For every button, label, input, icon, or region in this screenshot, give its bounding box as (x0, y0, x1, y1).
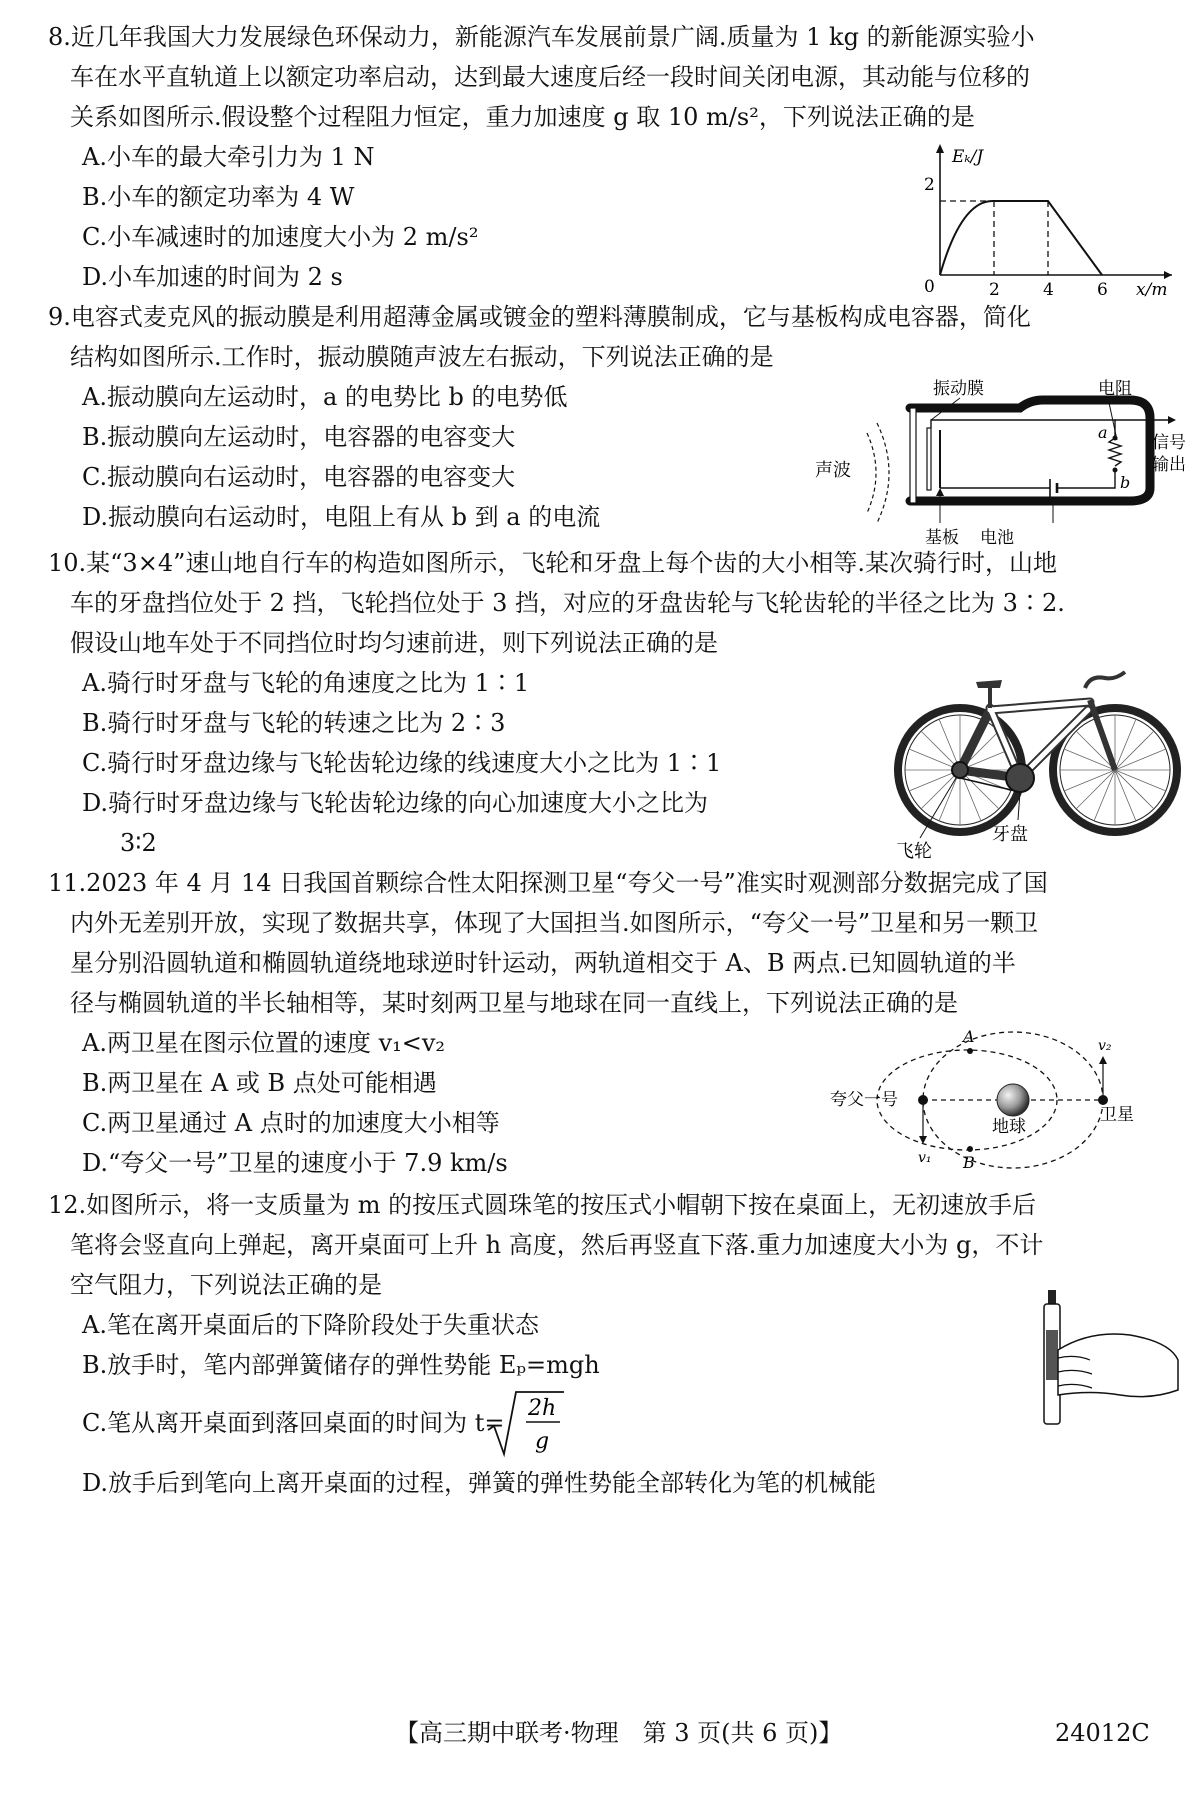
q8-option-d: D.小车加速的时间为 2 s (82, 263, 343, 291)
q10-line-1: 10.某“3×4”速山地自行车的构造如图所示，飞轮和牙盘上每个齿的大小相等.某次骑行时，山地 (48, 549, 1057, 577)
q10-option-a: A.骑行时牙盘与飞轮的角速度之比为 1∶1 (82, 669, 530, 697)
orbit-diagram (830, 1020, 1180, 1180)
microphone-diagram (815, 378, 1186, 553)
q11-line-1: 11.2023 年 4 月 14 日我国首颗综合性太阳探测卫星“夸父一号”准实时观测部分数据完成了国 (48, 869, 1048, 897)
housing-front (910, 408, 916, 503)
q10-option-d-cont: 3∶2 (120, 829, 157, 857)
y-tick-2: 2 (924, 175, 935, 195)
q12-line-2: 笔将会竖直向上弹起，离开桌面可上升 h 高度，然后再竖直下落.重力加速度大小为 g，不计 (70, 1231, 1044, 1259)
battery-label: 电池 (980, 528, 1014, 548)
other-satellite (1098, 1095, 1108, 1105)
housing-bottom (910, 468, 1150, 501)
q9-option-d: D.振动膜向右运动时，电阻上有从 b 到 a 的电流 (82, 503, 601, 531)
flywheel (952, 762, 968, 778)
q12-option-b: B.放手时，笔内部弹簧储存的弹性势能 Eₚ=mgh (82, 1351, 600, 1379)
hand (1058, 1334, 1178, 1397)
saddle (976, 680, 1002, 688)
x-tick-6: 6 (1097, 280, 1108, 300)
q11-option-a: A.两卫星在图示位置的速度 v₁<v₂ (82, 1029, 446, 1057)
x-axis-arrow (1164, 271, 1172, 279)
point-a (967, 1048, 973, 1054)
y-axis-arrow (936, 144, 944, 153)
output-arrow (1168, 416, 1176, 424)
x-axis-label: x/m (1136, 280, 1168, 300)
ek-x-chart (910, 140, 1180, 300)
q9-option-c: C.振动膜向右运动时，电容器的电容变大 (82, 463, 516, 491)
q9-option-b: B.振动膜向左运动时，电容器的电容变大 (82, 423, 516, 451)
formula-numerator: 2h (528, 1396, 557, 1421)
wire-top (931, 420, 1115, 438)
kuafu-label: 夸父一号 (830, 1090, 898, 1110)
q9-option-a: A.振动膜向左运动时，a 的电势比 b 的电势低 (82, 383, 568, 411)
page-footer-title: 【高三期中联考·物理 第 3 页(共 6 页)】 (395, 1719, 843, 1747)
pen-hand-figure (1030, 1290, 1180, 1430)
q12-line-1: 12.如图所示，将一支质量为 m 的按压式圆珠笔的按压式小帽朝下按在桌面上，无初速放手后 (48, 1191, 1037, 1219)
bicycle-figure (890, 660, 1180, 860)
sound-label: 声波 (815, 460, 851, 481)
q12-option-d: D.放手后到笔向上离开桌面的过程，弹簧的弹性势能全部转化为笔的机械能 (82, 1469, 877, 1497)
q11-line-2: 内外无差别开放，实现了数据共享，体现了大国担当.如图所示，“夸父一号”卫星和另一颗卫 (70, 909, 1039, 937)
pen-cap (1048, 1290, 1056, 1304)
q8-option-c: C.小车减速时的加速度大小为 2 m/s² (82, 223, 479, 251)
v2-label: v₂ (1098, 1038, 1112, 1054)
q8-option-b: B.小车的额定功率为 4 W (82, 183, 355, 211)
y-axis-label: Eₖ/J (952, 147, 984, 167)
housing-top (910, 400, 1150, 468)
x-tick-2: 2 (989, 280, 1000, 300)
q9-line-1: 9.电容式麦克风的振动膜是利用超薄金属或镀金的塑料薄膜制成，它与基板构成电容器，简化 (48, 303, 1031, 331)
origin-label: 0 (924, 277, 935, 297)
q11-line-4: 径与椭圆轨道的半长轴相等，某时刻两卫星与地球在同一直线上，下列说法正确的是 (70, 989, 958, 1017)
signal-label-1: 信号 (1152, 433, 1186, 453)
membrane (927, 428, 931, 490)
plate-label: 基板 (925, 528, 959, 548)
q11-line-3: 星分别沿圆轨道和椭圆轨道绕地球逆时针运动，两轨道相交于 A、B 两点.已知圆轨道的半 (70, 949, 1016, 977)
handlebar (1085, 672, 1125, 688)
ek-curve (940, 201, 1102, 275)
q10-option-d: D.骑行时牙盘边缘与飞轮齿轮边缘的向心加速度大小之比为 (82, 789, 709, 817)
spokes (905, 715, 1170, 825)
q11-option-b: B.两卫星在 A 或 B 点处可能相遇 (82, 1069, 437, 1097)
resistor-label: 电阻 (1098, 379, 1132, 399)
formula-denominator: g (535, 1429, 550, 1454)
earth-label: 地球 (992, 1117, 1026, 1137)
chainring (1006, 764, 1034, 792)
q12-option-c: C.笔从离开桌面到落回桌面的时间为 t= (82, 1409, 505, 1437)
v1-arrow-head (919, 1136, 927, 1144)
label-b: B (963, 1153, 975, 1172)
label-b: b (1120, 473, 1131, 492)
node-b (1113, 468, 1118, 473)
flywheel-label: 飞轮 (896, 841, 932, 862)
resistor (1109, 438, 1121, 466)
q12-option-a: A.笔在离开桌面后的下降阶段处于失重状态 (82, 1311, 539, 1339)
wire-bottom-right (1057, 470, 1115, 488)
kuafu-satellite (918, 1095, 928, 1105)
earth (997, 1084, 1029, 1116)
sound-wave-2 (877, 423, 889, 523)
pen-grip (1046, 1330, 1058, 1380)
q9-line-2: 结构如图所示.工作时，振动膜随声波左右振动，下列说法正确的是 (70, 343, 774, 371)
q11-option-d: D.“夸父一号”卫星的速度小于 7.9 km/s (82, 1149, 508, 1177)
q8-line-3: 关系如图所示.假设整个过程阻力恒定，重力加速度 g 取 10 m/s²，下列说法正确的是 (70, 103, 975, 131)
q11-option-c: C.两卫星通过 A 点时的加速度大小相等 (82, 1109, 500, 1137)
q12-line-3: 空气阻力，下列说法正确的是 (70, 1271, 382, 1299)
signal-label-2: 输出 (1152, 455, 1186, 475)
sound-wave-1 (867, 433, 876, 513)
chainring-label: 牙盘 (992, 824, 1028, 845)
point-b (967, 1146, 973, 1152)
x-tick-4: 4 (1043, 280, 1054, 300)
plate-pointer-head (936, 488, 944, 496)
q8-line-2: 车在水平直轨道上以额定功率启动，达到最大速度后经一段时间关闭电源，其动能与位移的 (70, 63, 1030, 91)
q10-option-c: C.骑行时牙盘边缘与飞轮齿轮边缘的线速度大小之比为 1∶1 (82, 749, 722, 777)
q8-line-1: 8.近几年我国大力发展绿色环保动力，新能源汽车发展前景广阔.质量为 1 kg 的新能源实验小 (48, 23, 1035, 51)
v1-label: v₁ (918, 1150, 932, 1166)
membrane-label: 振动膜 (933, 379, 984, 399)
sqrt-formula (486, 1388, 566, 1458)
paper-code: 24012C (1055, 1719, 1150, 1747)
q10-option-b: B.骑行时牙盘与飞轮的转速之比为 2∶3 (82, 709, 506, 737)
satellite-label: 卫星 (1100, 1105, 1134, 1125)
v2-arrow-head (1099, 1056, 1107, 1064)
q10-line-3: 假设山地车处于不同挡位时均匀速前进，则下列说法正确的是 (70, 629, 718, 657)
q10-line-2: 车的牙盘挡位处于 2 挡，飞轮挡位处于 3 挡，对应的牙盘齿轮与飞轮齿轮的半径之比为 3∶2. (70, 589, 1065, 617)
q8-option-a: A.小车的最大牵引力为 1 N (82, 143, 375, 171)
label-a: a (1098, 423, 1108, 442)
label-a: A (963, 1027, 975, 1046)
elliptical-orbit (877, 1050, 1057, 1150)
